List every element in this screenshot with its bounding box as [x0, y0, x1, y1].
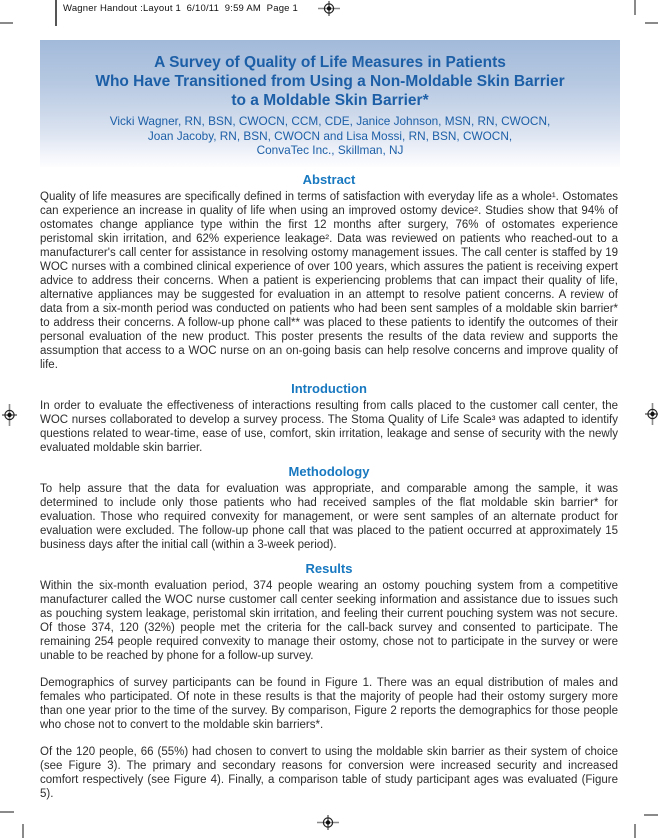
- paragraph: Within the six-month evaluation period, 374 people wearing an ostomy pouching system from a competitive manufacturer called the WOC nurse customer call center seeking information and assistance due to issues such as pouching system leakage, peristomal skin irritation, and feeling their current pouching system was not secure. Of those 374, 120 (32%) people met the criteria for the call-back survey and consented to participate. The remaining 254 people required convexity to manage their ostomy, chose not to participate in the survey or were unable to be reached by phone for a follow-up survey.: [40, 580, 618, 662]
- section-methodology: [40, 464, 618, 552]
- paragraph: Quality of life measures are specifically defined in terms of satisfaction with everyday life as a whole¹. Ostomates can experience an increase in quality of life when using an improved ostomy device². Studies show that 94% of ostomates change appliance type within the first 12 months after surgery, 76% of ostomates experience peristomal skin irritation, and 62% experience leakage². Data was reviewed on patients who reached-out to a manufacturer's call center for assistance in resolving ostomy management issues. The call center is staffed by 19 WOC nurses with a combined clinical experience of over 100 years, which assures the patient is receiving expert advice to address their concerns. When a patient is experiencing problems that can impact their quality of life, alternative appliances may be suggested for evaluation in an attempt to resolve patient concerns. A review of data from a six-month period was conducted on patients who had been sent samples of a moldable skin barrier* to address their concerns. A follow-up phone call** was placed to these patients to identify the outcomes of their personal evaluation of the new product. This poster presents the results of the data review and supports the assumption that access to a WOC nurse on an on-going basis can help resolve concerns and improve quality of life.: [40, 191, 618, 371]
- section-heading-methodology: Methodology: [288, 464, 370, 479]
- document-body: [40, 172, 618, 801]
- author-line: Vicki Wagner, RN, BSN, CWOCN, CCM, CDE, Janice Johnson, MSN, RN, CWOCN,: [109, 114, 551, 128]
- poster-authors: [40, 114, 620, 158]
- paragraph: Demographics of survey participants can be found in Figure 1. There was an equal distribution of males and females who participated. Of note in these results is that the majority of people had their ostomy surgery more than one year prior to the time of the survey. By comparison, Figure 2 reports the demographics for those people who chose not to convert to the moldable skin barriers*.: [40, 677, 618, 731]
- poster-title: [40, 53, 620, 110]
- title-line: Who Have Transitioned from Using a Non-Moldable Skin Barrier: [95, 73, 565, 90]
- section-heading-introduction: Introduction: [291, 381, 367, 396]
- crop-mark-icon: [0, 811, 14, 813]
- paragraph: Of the 120 people, 66 (55%) had chosen to convert to using the moldable skin barrier as their system of choice (see Figure 3). The primary and secondary reasons for conversion were increased security and increased comfort respectively (see Figure 4). Finally, a comparison table of study participant ages was evaluated (Figure 5).: [40, 746, 618, 800]
- title-line: to a Moldable Skin Barrier*: [231, 92, 429, 109]
- title-line: A Survey of Quality of Life Measures in Patients: [154, 54, 506, 71]
- section-results: [40, 561, 618, 801]
- crop-mark-icon: [634, 0, 636, 15]
- print-slug: [55, 0, 298, 26]
- slug-divider: [55, 0, 57, 26]
- registration-mark-icon: [644, 403, 658, 430]
- crop-mark-icon: [22, 824, 24, 838]
- section-introduction: [40, 381, 618, 455]
- paragraph: In order to evaluate the effectiveness of interactions resulting from calls placed to the customer call center, the WOC nurses collaborated to develop a survey process. The Stoma Quality of Life Scale³ was adapted to identify questions related to wear-time, ease of use, comfort, skin irritation, leakage and sense of security with the newly evaluated moldable skin barrier.: [40, 400, 618, 454]
- section-heading-results: Results: [305, 561, 353, 576]
- registration-mark-icon: [318, 0, 340, 22]
- crop-mark-icon: [644, 814, 658, 816]
- slug-text: Wagner Handout :Layout 1 6/10/11 9:59 AM Page 1: [63, 3, 298, 14]
- author-line: Joan Jacoby, RN, BSN, CWOCN and Lisa Mossi, RN, BSN, CWOCN,: [147, 128, 513, 143]
- section-abstract: [40, 172, 618, 372]
- crop-mark-icon: [0, 22, 13, 24]
- paragraph: To help assure that the data for evaluation was appropriate, and comparable among the sample, it was determined to include only those patients who had received samples of the flat moldable skin barrier* for evaluation. Those who required convexity for management, or were sent samples of an alternate product for evaluation were excluded. The follow-up phone call that was placed to the patient occurred at approximately 15 business days after the initial call (within a 3-week period).: [40, 483, 618, 551]
- author-line: ConvaTec Inc., Skillman, NJ: [256, 143, 404, 157]
- registration-mark-icon: [1, 404, 18, 431]
- crop-mark-icon: [634, 824, 636, 838]
- poster-header: [40, 40, 620, 167]
- crop-mark-icon: [645, 22, 658, 24]
- section-heading-abstract: Abstract: [302, 172, 356, 187]
- registration-mark-icon: [317, 814, 339, 836]
